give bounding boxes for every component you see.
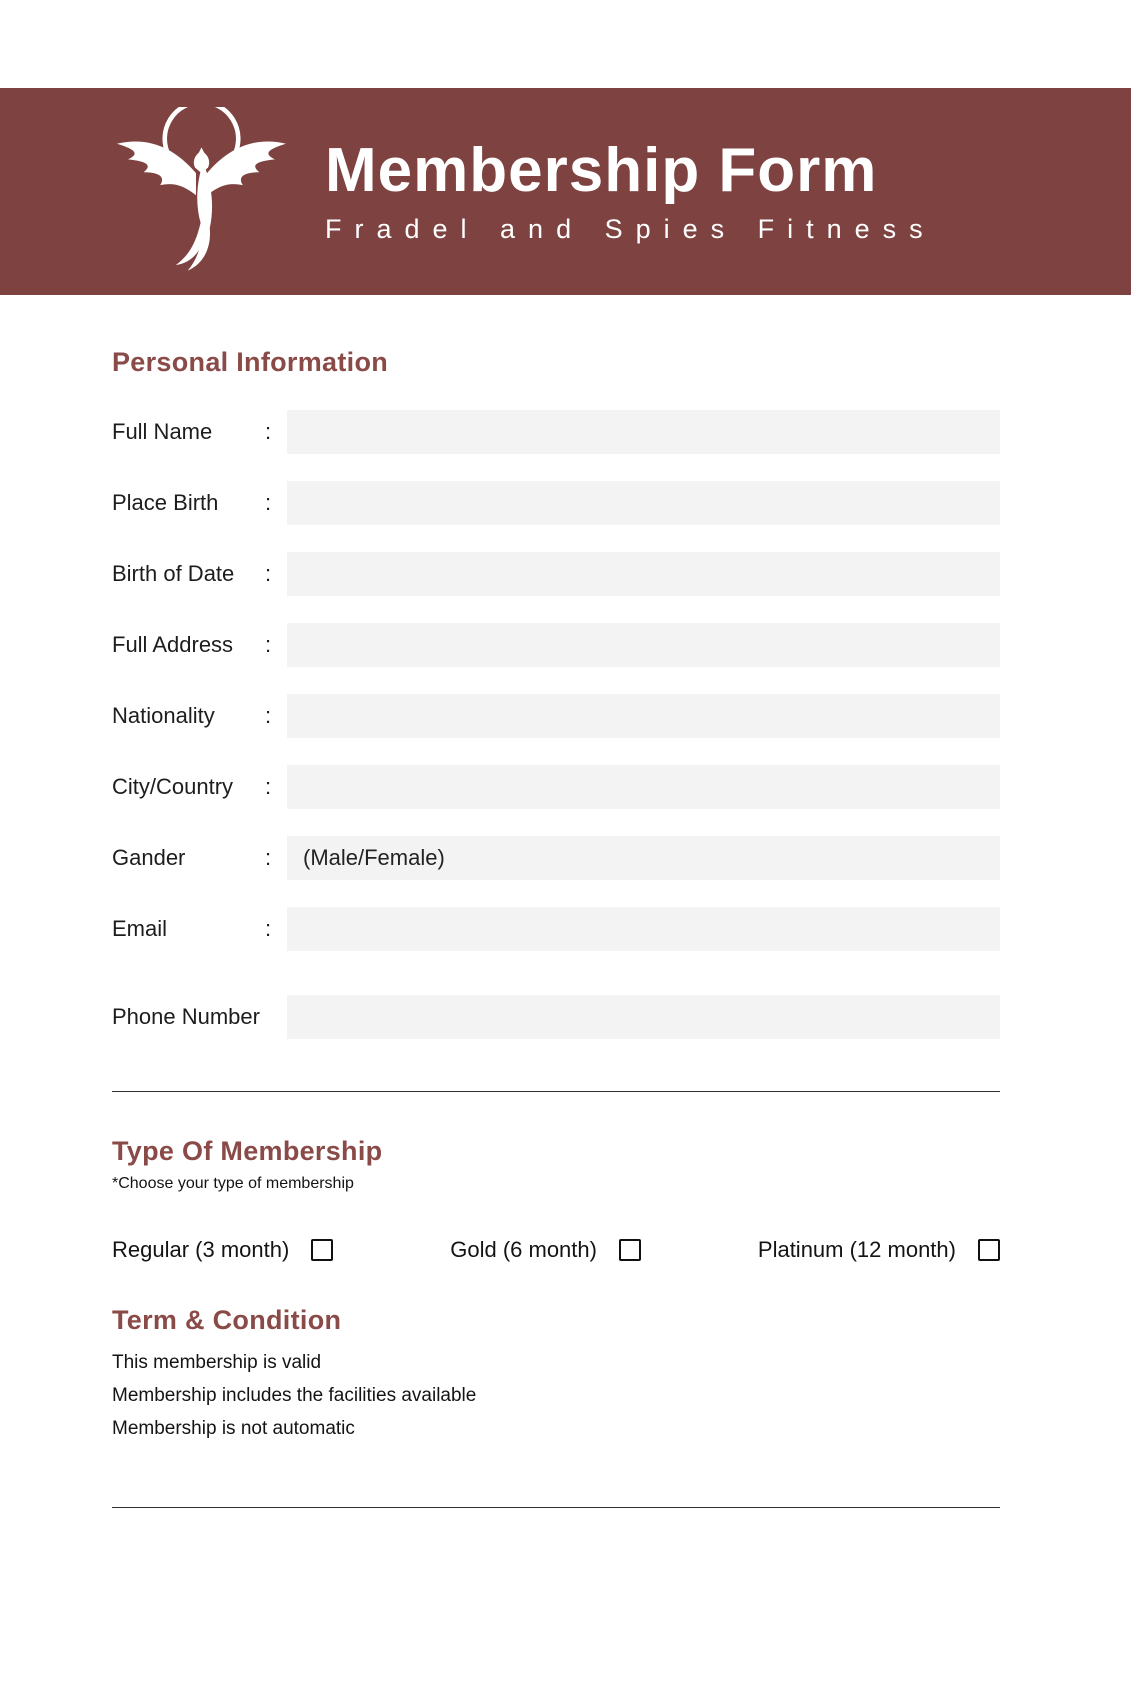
colon: :: [265, 916, 272, 941]
city-country-input[interactable]: [287, 765, 1000, 809]
colon: :: [265, 774, 272, 799]
birth-of-date-input[interactable]: [287, 552, 1000, 596]
place-birth-label: Place Birth: [112, 490, 219, 515]
membership-note: *Choose your type of membership: [112, 1175, 354, 1192]
birth-of-date-label: Birth of Date: [112, 561, 235, 586]
option-platinum[interactable]: [758, 1237, 1000, 1263]
term-line-1: This membership is valid: [112, 1352, 322, 1373]
place-birth-row: [112, 481, 1000, 525]
platinum-checkbox[interactable]: [978, 1239, 1000, 1261]
section-divider: [112, 1091, 1000, 1092]
colon: :: [265, 845, 272, 870]
phoenix-logo: [104, 102, 299, 282]
personal-information-heading: Personal Information: [112, 347, 389, 377]
option-gold-label: Gold (6 month): [450, 1237, 597, 1262]
colon: :: [265, 703, 272, 728]
full-name-row: [112, 410, 1000, 454]
phone-number-row: [112, 995, 1000, 1039]
colon: :: [265, 419, 272, 444]
option-regular-label: Regular (3 month): [112, 1237, 290, 1262]
phoenix-logo-icon: [109, 107, 294, 277]
term-line-3: Membership is not automatic: [112, 1418, 355, 1439]
full-address-row: [112, 623, 1000, 667]
bottom-divider: [112, 1507, 1000, 1508]
nationality-label: Nationality: [112, 703, 215, 728]
type-of-membership-heading: Type Of Membership: [112, 1136, 383, 1166]
full-address-input[interactable]: [287, 623, 1000, 667]
place-birth-input[interactable]: [287, 481, 1000, 525]
email-input[interactable]: [287, 907, 1000, 951]
colon: :: [265, 632, 272, 657]
gender-label: Gander: [112, 845, 186, 870]
full-name-input[interactable]: [287, 410, 1000, 454]
membership-options-row: [112, 1237, 1000, 1263]
full-address-label: Full Address: [112, 632, 234, 657]
terms-block: [112, 1346, 1000, 1445]
city-country-row: [112, 765, 1000, 809]
gold-checkbox[interactable]: [619, 1239, 641, 1261]
regular-checkbox[interactable]: [311, 1239, 333, 1261]
term-line-2: Membership includes the facilities available: [112, 1385, 477, 1406]
full-name-label: Full Name: [112, 419, 213, 444]
nationality-row: [112, 694, 1000, 738]
nationality-input[interactable]: [287, 694, 1000, 738]
email-label: Email: [112, 916, 168, 941]
header-band: [0, 88, 1131, 295]
phone-number-label: Phone Number: [112, 1004, 260, 1029]
option-platinum-label: Platinum (12 month): [757, 1237, 956, 1262]
title-block: [325, 138, 936, 244]
city-country-label: City/Country: [112, 774, 234, 799]
phone-number-input[interactable]: [287, 995, 1000, 1039]
gender-input[interactable]: [287, 836, 1000, 880]
form-content: [112, 347, 1000, 1508]
gender-row: [112, 836, 1000, 880]
page-title: Membership Form: [325, 136, 878, 206]
colon: :: [265, 561, 272, 586]
term-condition-heading: Term & Condition: [112, 1305, 342, 1335]
page-subtitle: Fradel and Spies Fitness: [325, 213, 936, 244]
option-gold[interactable]: [450, 1237, 641, 1263]
colon: :: [265, 490, 272, 515]
option-regular[interactable]: [112, 1237, 333, 1263]
email-row: [112, 907, 1000, 951]
birth-of-date-row: [112, 552, 1000, 596]
